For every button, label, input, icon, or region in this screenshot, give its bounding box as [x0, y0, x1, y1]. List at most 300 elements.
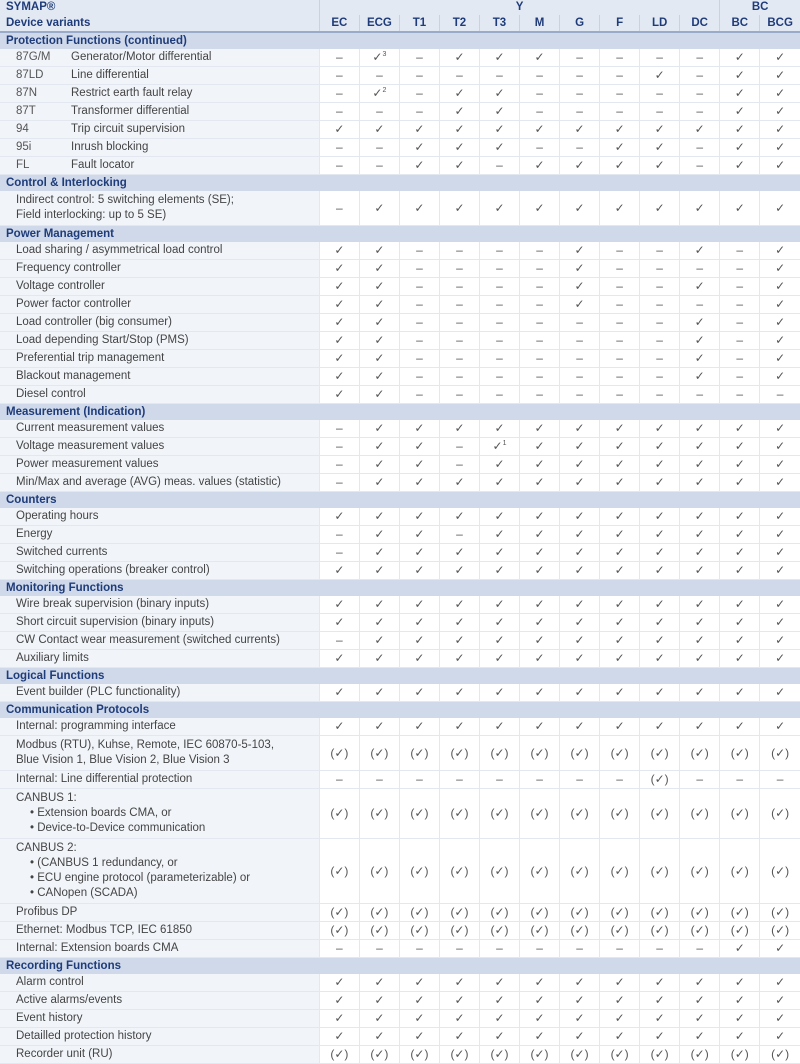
value-cell-bcg: ✓: [760, 191, 800, 226]
value-cell-g: –: [560, 332, 600, 350]
value-cell-ecg: –: [359, 103, 399, 121]
value-cell-t1: –: [399, 49, 439, 67]
value-cell-m: ✓: [520, 1010, 560, 1028]
value-cell-t3: ✓: [479, 562, 519, 580]
value-cell-m: ✓: [520, 1028, 560, 1046]
value-cell-m: ✓: [520, 526, 560, 544]
function-label: Load controller (big consumer): [16, 316, 172, 328]
value-cell-ecg: ✓: [359, 650, 399, 668]
value-cell-ld: ✓: [640, 474, 680, 492]
function-label-line2: Field interlocking: up to 5 SE): [16, 209, 167, 221]
value-cell-ec: ✓: [319, 296, 359, 314]
value-cell-g: –: [560, 67, 600, 85]
value-cell-dc: ✓: [680, 368, 720, 386]
value-cell-ec: ✓: [319, 260, 359, 278]
value-cell-bc: ✓: [720, 596, 760, 614]
value-cell-m: –: [520, 139, 560, 157]
value-cell-f: ✓: [600, 456, 640, 474]
value-cell-bcg: ✓: [760, 526, 800, 544]
column-header-t2: T2: [439, 15, 479, 32]
value-cell-t2: ✓: [439, 544, 479, 562]
function-label: Internal: Extension boards CMA: [16, 942, 179, 954]
value-cell-bc: ✓: [720, 650, 760, 668]
value-cell-t3: (✓): [479, 1046, 519, 1064]
value-cell-t1: ✓: [399, 157, 439, 175]
value-cell-t2: –: [439, 314, 479, 332]
value-cell-g: –: [560, 771, 600, 789]
row-label-cell: [0, 596, 319, 614]
ansi-code: 87N: [16, 87, 38, 99]
value-cell-ec: ✓: [319, 614, 359, 632]
table-row: [0, 438, 800, 456]
section-header-row: [0, 668, 800, 685]
table-row: [0, 1028, 800, 1046]
value-cell-t3: ✓: [479, 121, 519, 139]
value-cell-dc: –: [680, 139, 720, 157]
value-cell-t3: –: [479, 260, 519, 278]
value-cell-dc: –: [680, 386, 720, 404]
value-cell-ec: ✓: [319, 650, 359, 668]
value-cell-ld: –: [640, 242, 680, 260]
value-cell-ld: ✓: [640, 121, 680, 139]
value-cell-t3: –: [479, 296, 519, 314]
value-cell-bcg: ✓: [760, 1028, 800, 1046]
row-label-cell: [0, 736, 319, 771]
value-cell-ec: –: [319, 940, 359, 958]
value-cell-t2: ✓: [439, 632, 479, 650]
row-label-cell: [0, 103, 319, 121]
value-cell-t1: (✓): [399, 789, 439, 839]
row-label-cell: [0, 1046, 319, 1064]
value-cell-ecg: ✓: [359, 684, 399, 702]
value-cell-ecg: ✓: [359, 386, 399, 404]
value-cell-g: –: [560, 314, 600, 332]
value-cell-g: –: [560, 368, 600, 386]
value-cell-g: ✓: [560, 632, 600, 650]
value-cell-ld: ✓: [640, 438, 680, 456]
value-cell-bcg: ✓: [760, 260, 800, 278]
value-cell-t2: ✓: [439, 562, 479, 580]
function-label: Load sharing / asymmetrical load control: [16, 244, 223, 256]
value-cell-g: ✓: [560, 508, 600, 526]
column-header-t3: T3: [479, 15, 519, 32]
value-cell-g: (✓): [560, 789, 600, 839]
value-cell-ecg: ✓: [359, 632, 399, 650]
value-cell-bcg: ✓: [760, 350, 800, 368]
row-label-cell: [0, 508, 319, 526]
value-cell-ec: ✓: [319, 386, 359, 404]
function-label: Event builder (PLC functionality): [16, 686, 181, 698]
value-cell-f: ✓: [600, 191, 640, 226]
value-cell-t3: ✓: [479, 718, 519, 736]
value-cell-f: ✓: [600, 121, 640, 139]
function-label: Diesel control: [16, 388, 86, 400]
value-cell-m: ✓: [520, 191, 560, 226]
value-cell-bc: ✓: [720, 67, 760, 85]
value-cell-f: –: [600, 368, 640, 386]
value-cell-t2: ✓: [439, 1010, 479, 1028]
value-cell-ec: ✓: [319, 596, 359, 614]
value-cell-m: ✓: [520, 974, 560, 992]
function-label: Auxiliary limits: [16, 652, 89, 664]
value-cell-g: ✓: [560, 1010, 600, 1028]
value-cell-t1: ✓: [399, 718, 439, 736]
function-label: Inrush blocking: [71, 141, 149, 153]
value-cell-dc: ✓: [680, 438, 720, 456]
row-label-cell: [0, 386, 319, 404]
table-row: [0, 139, 800, 157]
value-cell-t2: ✓: [439, 121, 479, 139]
value-cell-ecg: ✓: [359, 974, 399, 992]
value-cell-dc: ✓: [680, 684, 720, 702]
value-cell-ld: –: [640, 368, 680, 386]
value-cell-t2: –: [439, 332, 479, 350]
value-cell-ec: –: [319, 157, 359, 175]
value-cell-bcg: ✓: [760, 474, 800, 492]
value-cell-m: ✓: [520, 992, 560, 1010]
column-header-row: [0, 15, 800, 32]
value-cell-ec: (✓): [319, 736, 359, 771]
column-header-ld: LD: [640, 15, 680, 32]
value-cell-ld: (✓): [640, 1046, 680, 1064]
value-cell-ec: –: [319, 632, 359, 650]
value-cell-t3: –: [479, 278, 519, 296]
value-cell-dc: ✓: [680, 332, 720, 350]
value-cell-m: (✓): [520, 736, 560, 771]
value-cell-dc: (✓): [680, 922, 720, 940]
value-cell-ld: –: [640, 85, 680, 103]
value-cell-bcg: (✓): [760, 736, 800, 771]
value-cell-ec: –: [319, 544, 359, 562]
value-cell-bcg: ✓: [760, 974, 800, 992]
value-cell-t3: –: [479, 368, 519, 386]
value-cell-t1: ✓: [399, 614, 439, 632]
value-cell-ec: ✓: [319, 314, 359, 332]
value-cell-f: –: [600, 103, 640, 121]
value-cell-g: –: [560, 139, 600, 157]
value-cell-t1: ✓: [399, 456, 439, 474]
value-cell-g: –: [560, 350, 600, 368]
ansi-code: 87LD: [16, 69, 44, 81]
value-cell-t1: ✓: [399, 526, 439, 544]
value-cell-bcg: (✓): [760, 904, 800, 922]
value-cell-f: ✓: [600, 562, 640, 580]
table-row: [0, 992, 800, 1010]
value-cell-m: –: [520, 314, 560, 332]
value-cell-bcg: ✓: [760, 940, 800, 958]
value-cell-ecg: ✓: [359, 242, 399, 260]
value-cell-ec: (✓): [319, 839, 359, 904]
function-label: Power measurement values: [16, 458, 159, 470]
value-cell-dc: (✓): [680, 839, 720, 904]
value-cell-ecg: ✓: [359, 544, 399, 562]
function-label: Power factor controller: [16, 298, 132, 310]
table-row: [0, 368, 800, 386]
ansi-code: 94: [16, 123, 29, 135]
row-label-cell: [0, 314, 319, 332]
function-label: Internal: programming interface: [16, 720, 176, 732]
value-cell-f: –: [600, 314, 640, 332]
value-cell-t2: ✓: [439, 139, 479, 157]
value-cell-ec: –: [319, 67, 359, 85]
value-cell-ld: ✓: [640, 526, 680, 544]
value-cell-t2: ✓: [439, 420, 479, 438]
table-row: [0, 350, 800, 368]
value-cell-g: ✓: [560, 242, 600, 260]
value-cell-ec: –: [319, 103, 359, 121]
value-cell-ec: ✓: [319, 121, 359, 139]
value-cell-m: –: [520, 67, 560, 85]
value-cell-g: ✓: [560, 718, 600, 736]
function-label: Trip circuit supervision: [71, 123, 185, 135]
value-cell-t1: ✓: [399, 684, 439, 702]
value-cell-g: ✓: [560, 474, 600, 492]
value-cell-m: ✓: [520, 544, 560, 562]
row-label-cell: [0, 191, 319, 226]
value-cell-ec: ✓: [319, 1010, 359, 1028]
value-cell-t2: ✓: [439, 974, 479, 992]
row-label-cell: [0, 718, 319, 736]
row-label-cell: [0, 368, 319, 386]
value-cell-bc: –: [720, 368, 760, 386]
value-cell-ec: (✓): [319, 904, 359, 922]
value-cell-dc: ✓: [680, 596, 720, 614]
value-cell-bc: ✓: [720, 632, 760, 650]
value-cell-t1: –: [399, 67, 439, 85]
value-cell-f: ✓: [600, 614, 640, 632]
value-cell-dc: –: [680, 67, 720, 85]
value-cell-f: ✓: [600, 974, 640, 992]
value-cell-t1: ✓: [399, 139, 439, 157]
value-cell-t2: –: [439, 260, 479, 278]
function-label: Energy: [16, 528, 53, 540]
value-cell-bcg: ✓: [760, 49, 800, 67]
value-cell-m: –: [520, 260, 560, 278]
value-cell-t3: ✓: [479, 596, 519, 614]
function-label: Switched currents: [16, 546, 108, 558]
value-cell-dc: ✓: [680, 1028, 720, 1046]
value-cell-t2: (✓): [439, 1046, 479, 1064]
value-cell-bc: ✓: [720, 456, 760, 474]
value-cell-t3: (✓): [479, 789, 519, 839]
value-cell-t1: (✓): [399, 922, 439, 940]
value-cell-g: ✓: [560, 278, 600, 296]
value-cell-dc: ✓: [680, 474, 720, 492]
row-label-cell: [0, 632, 319, 650]
value-cell-m: ✓: [520, 684, 560, 702]
section-header-row: [0, 702, 800, 719]
value-cell-ec: ✓: [319, 242, 359, 260]
value-cell-t3: ✓: [479, 974, 519, 992]
function-label: Internal: Line differential protection: [16, 773, 193, 785]
value-cell-ec: –: [319, 191, 359, 226]
value-cell-dc: ✓: [680, 420, 720, 438]
value-cell-bcg: ✓: [760, 242, 800, 260]
value-cell-m: ✓: [520, 596, 560, 614]
value-cell-dc: ✓: [680, 456, 720, 474]
value-cell-bcg: –: [760, 771, 800, 789]
value-cell-ecg: –: [359, 940, 399, 958]
value-cell-t2: ✓: [439, 103, 479, 121]
table-row: [0, 904, 800, 922]
value-cell-bcg: ✓: [760, 332, 800, 350]
value-cell-ecg: (✓): [359, 736, 399, 771]
value-cell-g: ✓: [560, 438, 600, 456]
value-cell-ecg: ✓: [359, 191, 399, 226]
value-cell-t2: –: [439, 456, 479, 474]
group-bc-label: BC: [720, 0, 800, 15]
table-row: [0, 103, 800, 121]
value-cell-ld: ✓: [640, 544, 680, 562]
table-row: [0, 242, 800, 260]
value-cell-bc: ✓: [720, 974, 760, 992]
value-cell-dc: –: [680, 296, 720, 314]
function-label: Current measurement values: [16, 422, 165, 434]
value-cell-ld: (✓): [640, 736, 680, 771]
value-cell-t2: ✓: [439, 474, 479, 492]
value-cell-t1: –: [399, 350, 439, 368]
value-cell-ecg: ✓: [359, 1010, 399, 1028]
value-cell-m: ✓: [520, 474, 560, 492]
value-cell-dc: (✓): [680, 789, 720, 839]
value-cell-t1: ✓: [399, 121, 439, 139]
value-cell-f: ✓: [600, 632, 640, 650]
header-group-row: [0, 0, 800, 15]
value-cell-dc: –: [680, 260, 720, 278]
row-label-cell: [0, 67, 319, 85]
row-label-cell: [0, 260, 319, 278]
value-cell-bc: –: [720, 242, 760, 260]
table-row: [0, 456, 800, 474]
value-cell-bc: ✓: [720, 103, 760, 121]
table-row: [0, 121, 800, 139]
value-cell-ec: –: [319, 526, 359, 544]
column-header-bc: BC: [720, 15, 760, 32]
brand-label: SYMAP®: [0, 0, 319, 15]
value-cell-g: ✓: [560, 1028, 600, 1046]
value-cell-bc: ✓: [720, 940, 760, 958]
row-label-cell: [0, 438, 319, 456]
value-cell-g: –: [560, 85, 600, 103]
value-cell-m: ✓: [520, 650, 560, 668]
function-label-line2: Blue Vision 1, Blue Vision 2, Blue Vision 3: [16, 754, 230, 766]
value-cell-m: –: [520, 296, 560, 314]
value-cell-t3: (✓): [479, 839, 519, 904]
table-body: [0, 32, 800, 1064]
value-cell-g: ✓: [560, 260, 600, 278]
value-cell-m: (✓): [520, 1046, 560, 1064]
row-label-cell: [0, 562, 319, 580]
row-label-cell: [0, 420, 319, 438]
table-row: [0, 157, 800, 175]
row-label-cell: [0, 614, 319, 632]
value-cell-f: –: [600, 332, 640, 350]
value-cell-t1: ✓: [399, 562, 439, 580]
value-cell-ld: ✓: [640, 139, 680, 157]
value-cell-ld: (✓): [640, 789, 680, 839]
table-row: [0, 420, 800, 438]
value-cell-ld: ✓: [640, 67, 680, 85]
value-cell-t1: ✓: [399, 420, 439, 438]
value-cell-m: ✓: [520, 420, 560, 438]
function-label: Event history: [16, 1012, 83, 1024]
function-label: CW Contact wear measurement (switched currents): [16, 634, 280, 646]
value-cell-f: ✓: [600, 992, 640, 1010]
value-cell-t1: (✓): [399, 736, 439, 771]
value-cell-t1: –: [399, 278, 439, 296]
value-cell-g: ✓: [560, 974, 600, 992]
value-cell-t1: ✓: [399, 1028, 439, 1046]
value-cell-ec: ✓: [319, 278, 359, 296]
column-header-ec: EC: [319, 15, 359, 32]
table-row: [0, 596, 800, 614]
value-cell-ecg: –: [359, 139, 399, 157]
value-cell-t2: (✓): [439, 789, 479, 839]
table-row: [0, 940, 800, 958]
section-title: Logical Functions: [0, 668, 800, 685]
value-cell-bc: ✓: [720, 614, 760, 632]
value-cell-t1: –: [399, 940, 439, 958]
value-cell-bc: ✓: [720, 718, 760, 736]
function-label: Operating hours: [16, 510, 99, 522]
function-label: Voltage controller: [16, 280, 105, 292]
value-cell-dc: ✓: [680, 632, 720, 650]
value-cell-f: –: [600, 296, 640, 314]
value-cell-g: (✓): [560, 839, 600, 904]
value-cell-ecg: ✓: [359, 296, 399, 314]
row-label-cell: [0, 85, 319, 103]
function-bullet: • (CANBUS 1 redundancy, or: [30, 857, 178, 869]
section-title: Recording Functions: [0, 958, 800, 975]
function-label: Frequency controller: [16, 262, 121, 274]
value-cell-t1: –: [399, 260, 439, 278]
value-cell-t2: –: [439, 278, 479, 296]
value-cell-bcg: ✓: [760, 420, 800, 438]
value-cell-dc: ✓: [680, 544, 720, 562]
value-cell-t1: –: [399, 242, 439, 260]
value-cell-f: ✓: [600, 544, 640, 562]
table-row: [0, 684, 800, 702]
value-cell-bc: ✓: [720, 526, 760, 544]
value-cell-ecg: ✓: [359, 438, 399, 456]
row-label-cell: [0, 332, 319, 350]
section-title: Protection Functions (continued): [0, 32, 800, 49]
value-cell-bc: (✓): [720, 839, 760, 904]
value-cell-ld: ✓: [640, 562, 680, 580]
table-row: [0, 191, 800, 226]
column-header-ecg: ECG: [359, 15, 399, 32]
value-cell-f: ✓: [600, 684, 640, 702]
value-cell-ld: ✓: [640, 650, 680, 668]
value-cell-t3: ✓: [479, 49, 519, 67]
value-cell-t2: ✓: [439, 684, 479, 702]
value-cell-m: ✓: [520, 632, 560, 650]
value-cell-ld: ✓: [640, 157, 680, 175]
value-cell-t2: ✓: [439, 650, 479, 668]
function-label: Recorder unit (RU): [16, 1048, 113, 1060]
value-cell-dc: ✓: [680, 278, 720, 296]
value-cell-dc: ✓: [680, 1010, 720, 1028]
value-cell-t1: –: [399, 332, 439, 350]
value-cell-g: (✓): [560, 1046, 600, 1064]
value-cell-f: –: [600, 940, 640, 958]
column-header-m: M: [520, 15, 560, 32]
value-cell-f: –: [600, 242, 640, 260]
value-cell-dc: –: [680, 940, 720, 958]
value-cell-bc: ✓: [720, 1028, 760, 1046]
value-cell-t2: –: [439, 350, 479, 368]
value-cell-bcg: ✓: [760, 85, 800, 103]
